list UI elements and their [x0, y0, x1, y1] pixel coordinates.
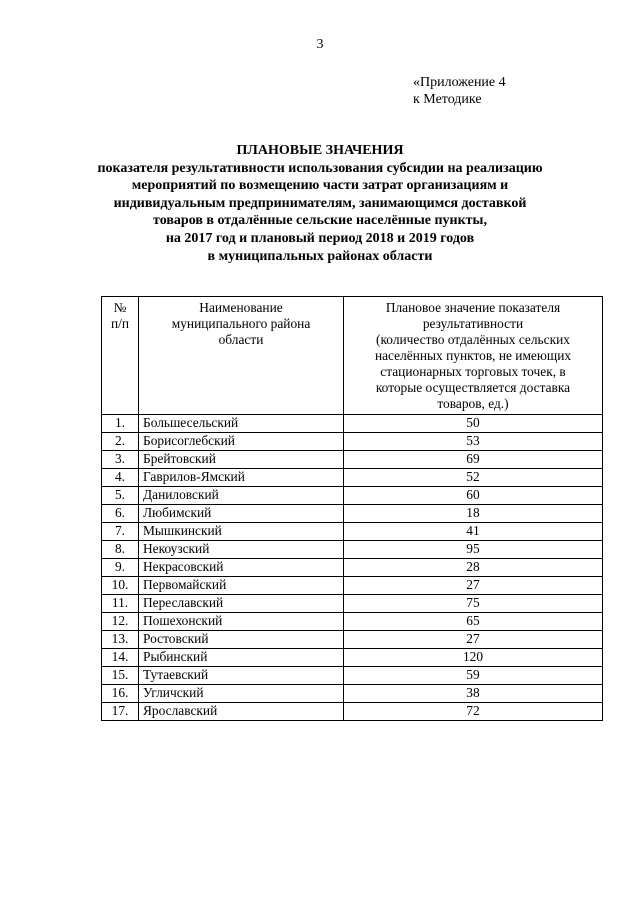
row-number: 13.	[102, 631, 139, 649]
header-line: п/п	[110, 316, 130, 331]
table-row	[102, 451, 603, 469]
plan-value: 27	[344, 577, 603, 595]
table-row	[102, 505, 603, 523]
row-number: 2.	[102, 433, 139, 451]
header-line: товаров, ед.)	[437, 396, 509, 411]
title-line: мероприятий по возмещению части затрат организациям и	[131, 178, 509, 194]
table-row	[102, 577, 603, 595]
district-name: Даниловский	[139, 487, 344, 505]
plan-values-table	[101, 296, 603, 721]
table-row	[102, 685, 603, 703]
header-line: муниципального района	[171, 316, 311, 331]
header-line: (количество отдалённых сельских	[376, 332, 570, 347]
district-name: Ярославский	[139, 703, 344, 721]
header-line: Наименование	[199, 300, 283, 315]
table-row	[102, 631, 603, 649]
page-number: 3	[316, 37, 324, 52]
table-row	[102, 469, 603, 487]
table-row	[102, 541, 603, 559]
row-number: 15.	[102, 667, 139, 685]
plan-value: 120	[344, 649, 603, 667]
district-name: Угличский	[139, 685, 344, 703]
table-row	[102, 415, 603, 433]
row-number: 7.	[102, 523, 139, 541]
plan-value: 69	[344, 451, 603, 469]
row-number: 4.	[102, 469, 139, 487]
row-number: 6.	[102, 505, 139, 523]
district-name: Пошехонский	[139, 613, 344, 631]
title-line: на 2017 год и плановый период 2018 и 2019 годов	[165, 230, 475, 246]
plan-value: 41	[344, 523, 603, 541]
row-number: 14.	[102, 649, 139, 667]
appendix-line-2: к Методике	[413, 92, 482, 107]
header-line: №	[113, 300, 127, 315]
appendix-line-1: «Приложение 4	[413, 75, 506, 90]
row-number: 16.	[102, 685, 139, 703]
plan-value: 50	[344, 415, 603, 433]
title-line: в муниципальных районах области	[207, 248, 433, 264]
district-name: Некоузский	[139, 541, 344, 559]
title-line: индивидуальным предпринимателям, занимающимся доставкой	[113, 195, 527, 211]
header-line: стационарных торговых точек, в	[380, 364, 566, 379]
table-row	[102, 649, 603, 667]
appendix-note	[413, 74, 506, 108]
row-number: 11.	[102, 595, 139, 613]
district-name: Ростовский	[139, 631, 344, 649]
table-row	[102, 595, 603, 613]
district-name: Некрасовский	[139, 559, 344, 577]
district-name: Борисоглебский	[139, 433, 344, 451]
row-number: 1.	[102, 415, 139, 433]
plan-value: 52	[344, 469, 603, 487]
row-number: 5.	[102, 487, 139, 505]
header-line: Плановое значение показателя	[385, 300, 561, 315]
district-name: Большесельский	[139, 415, 344, 433]
table-body	[102, 415, 603, 721]
row-number: 9.	[102, 559, 139, 577]
table-row	[102, 667, 603, 685]
plan-value: 95	[344, 541, 603, 559]
table-header-row	[102, 297, 603, 415]
row-number: 8.	[102, 541, 139, 559]
header-number	[102, 297, 139, 415]
title-line: показателя результативности использования субсидии на реализацию	[97, 160, 543, 176]
row-number: 12.	[102, 613, 139, 631]
plan-value: 72	[344, 703, 603, 721]
header-plan-value	[344, 297, 603, 415]
district-name: Тутаевский	[139, 667, 344, 685]
document-title	[40, 142, 600, 265]
district-name: Переславский	[139, 595, 344, 613]
header-line: результативности	[422, 316, 524, 331]
district-name: Гаврилов-Ямский	[139, 469, 344, 487]
district-name: Рыбинский	[139, 649, 344, 667]
plan-value: 38	[344, 685, 603, 703]
header-district	[139, 297, 344, 415]
plan-value: 53	[344, 433, 603, 451]
table-row	[102, 523, 603, 541]
row-number: 3.	[102, 451, 139, 469]
table-row	[102, 487, 603, 505]
header-line: области	[218, 332, 264, 347]
table-row	[102, 433, 603, 451]
district-name: Брейтовский	[139, 451, 344, 469]
row-number: 17.	[102, 703, 139, 721]
plan-value: 75	[344, 595, 603, 613]
plan-value: 27	[344, 631, 603, 649]
header-line: которые осуществляется доставка	[375, 380, 571, 395]
district-name: Первомайский	[139, 577, 344, 595]
row-number: 10.	[102, 577, 139, 595]
plan-value: 60	[344, 487, 603, 505]
district-name: Мышкинский	[139, 523, 344, 541]
district-name: Любимский	[139, 505, 344, 523]
plan-value: 18	[344, 505, 603, 523]
header-line: населённых пунктов, не имеющих	[374, 348, 572, 363]
table-row	[102, 559, 603, 577]
title-heading: ПЛАНОВЫЕ ЗНАЧЕНИЯ	[236, 143, 404, 158]
plan-value: 59	[344, 667, 603, 685]
table-row	[102, 613, 603, 631]
plan-value: 28	[344, 559, 603, 577]
table-row	[102, 703, 603, 721]
title-line: товаров в отдалённые сельские населённые пункты,	[153, 213, 487, 229]
plan-value: 65	[344, 613, 603, 631]
